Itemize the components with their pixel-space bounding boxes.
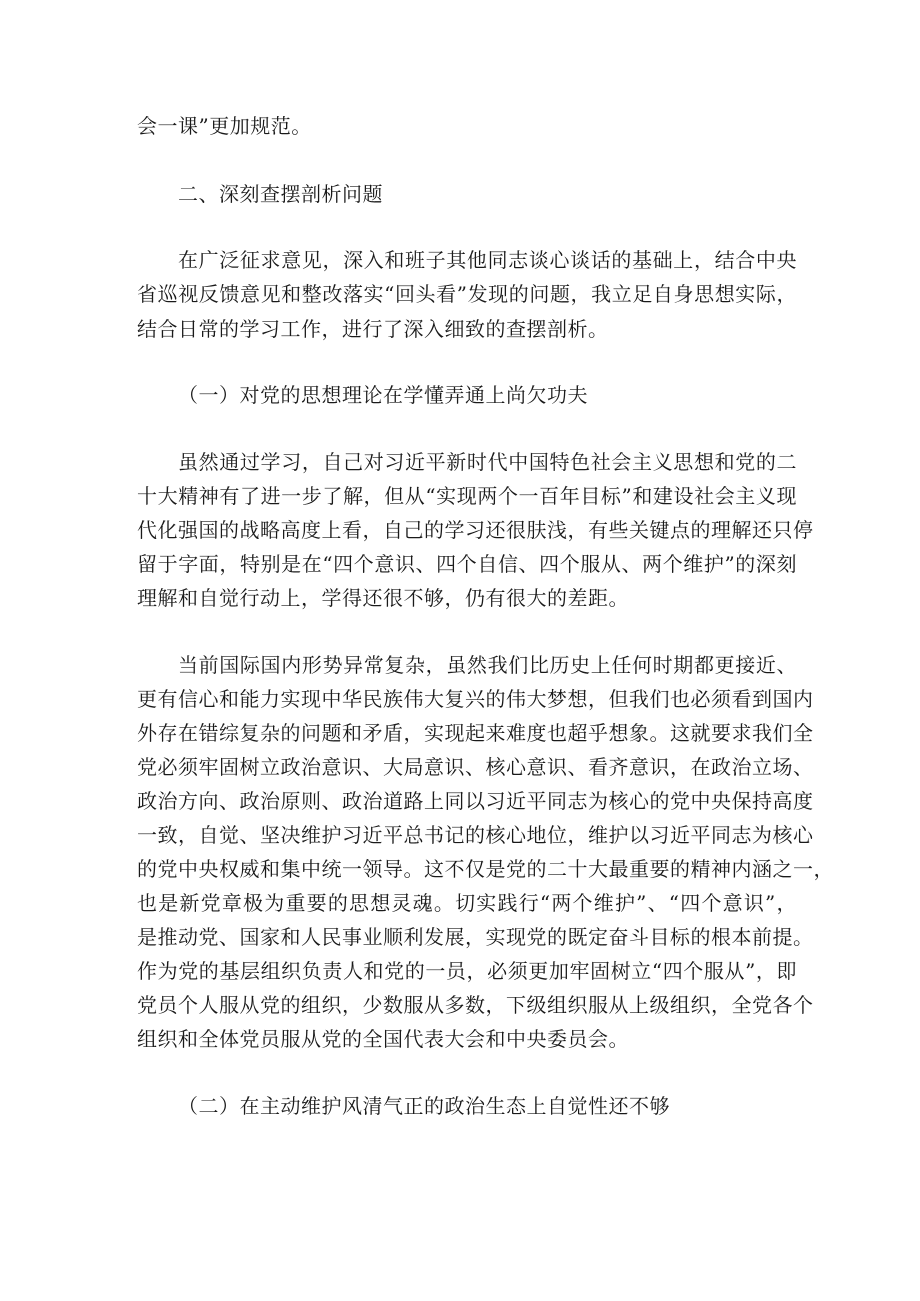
paragraph-line: 更有信心和能力实现中华民族伟大复兴的伟大梦想，但我们也必须看到国内 xyxy=(137,687,814,711)
paragraph-line: 作为党的基层组织负责人和党的一员，必须更加牢固树立“四个服从”，即 xyxy=(137,959,797,983)
paragraph-line: 党必须牢固树立政治意识、大局意识、核心意识、看齐意识，在政治立场、 xyxy=(137,755,814,779)
paragraph-line: 代化强国的战略高度上看，自己的学习还很肤浅，有些关键点的理解还只停 xyxy=(137,518,814,542)
paragraph-line: 省巡视反馈意见和整改落实“回头看”发现的问题，我立足自身思想实际， xyxy=(137,282,797,306)
paragraph-line: 党员个人服从党的组织，少数服从多数，下级组织服从上级组织，全党各个 xyxy=(137,993,814,1017)
paragraph-line: 是推动党、国家和人民事业顺利发展，实现党的既定奋斗目标的根本前提。 xyxy=(137,925,814,949)
paragraph-line: 一致，自觉、坚决维护习近平总书记的核心地位，维护以习近平同志为核心 xyxy=(137,823,814,847)
paragraph-line: 虽然通过学习，自己对习近平新时代中国特色社会主义思想和党的二 xyxy=(178,450,797,474)
paragraph-line: 政治方向、政治原则、政治道路上同以习近平同志为核心的党中央保持高度 xyxy=(137,789,814,813)
paragraph-line: 理解和自觉行动上，学得还很不够，仍有很大的差距。 xyxy=(137,586,629,610)
paragraph-line: 十大精神有了进一步了解，但从“实现两个一百年目标”和建设社会主义现 xyxy=(137,484,797,508)
paragraph-line: 的党中央权威和集中统一领导。这不仅是党的二十大最重要的精神内涵之一， xyxy=(137,857,834,881)
subsection-heading: （二）在主动维护风清气正的政治生态上自觉性还不够 xyxy=(178,1094,670,1118)
paragraph-line: 也是新党章极为重要的思想灵魂。切实践行“两个维护”、“四个意识”， xyxy=(137,891,797,915)
paragraph-line: 组织和全体党员服从党的全国代表大会和中央委员会。 xyxy=(137,1027,629,1051)
paragraph-line: 会一课”更加规范。 xyxy=(137,114,312,138)
paragraph-line: 当前国际国内形势异常复杂，虽然我们比历史上任何时期都更接近、 xyxy=(178,653,797,677)
subsection-heading: （一）对党的思想理论在学懂弄通上尚欠功夫 xyxy=(178,383,588,407)
paragraph-line: 在广泛征求意见，深入和班子其他同志谈心谈话的基础上，结合中央 xyxy=(178,248,797,272)
paragraph-line: 留于字面，特别是在“四个意识、四个自信、四个服从、两个维护”的深刻 xyxy=(137,552,797,576)
paragraph-line: 外存在错综复杂的问题和矛盾，实现起来难度也超乎想象。这就要求我们全 xyxy=(137,721,814,745)
paragraph-line: 结合日常的学习工作，进行了深入细致的查摆剖析。 xyxy=(137,317,609,341)
section-heading: 二、深刻查摆剖析问题 xyxy=(178,182,383,206)
